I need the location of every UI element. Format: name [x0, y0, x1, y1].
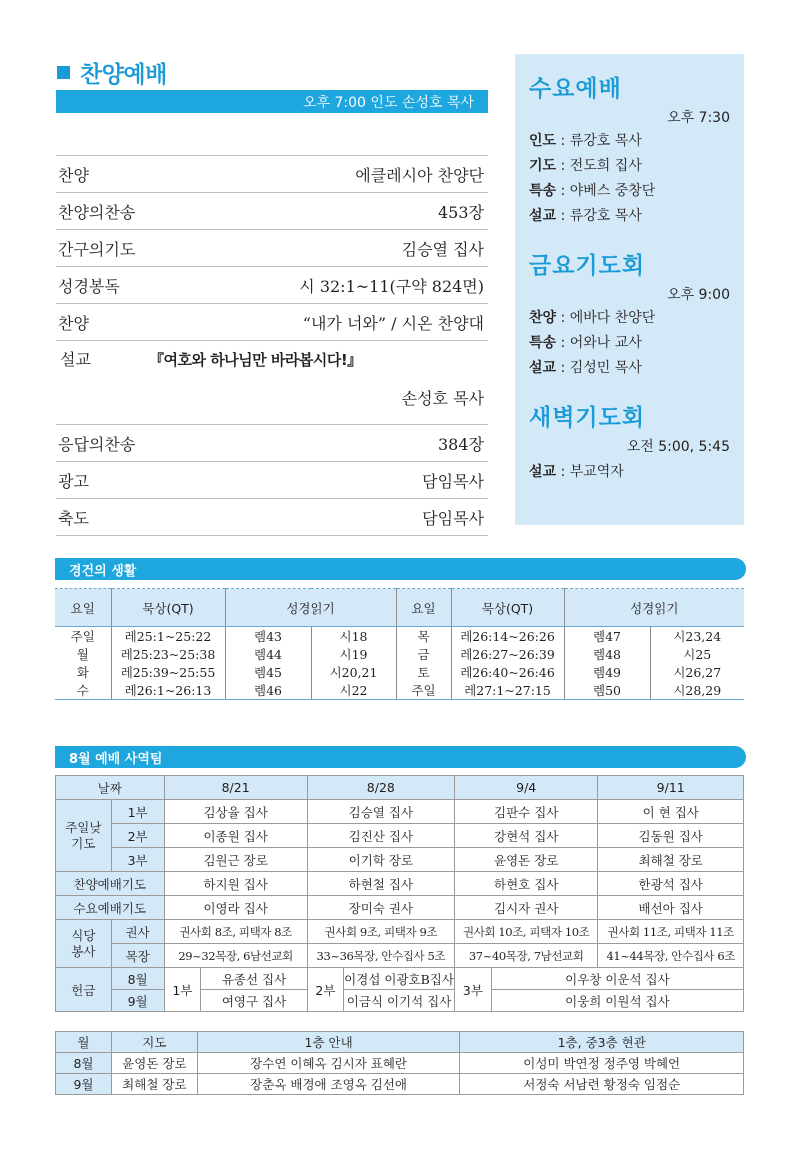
program-row: 찬양 “내가 너와” / 시온 찬양대	[56, 304, 488, 341]
team-table	[55, 775, 744, 1012]
table-row: 2부 이종원 집사 김진산 집사 강현석 집사 김동원 집사	[56, 824, 744, 848]
table-row: 목장 29~32목장, 6남선교회 33~36목장, 안수집사 5조 37~40목장, 7남선교회 41~44목장, 안수집사 6조	[56, 944, 744, 968]
fri-time: 오후 9:00	[667, 287, 730, 303]
wed-line: 기도 : 전도희 집사	[529, 158, 642, 174]
table-row: 주일낮 기도 1부 김상율 집사 김승열 집사 김판수 집사 이 현 집사	[56, 800, 744, 824]
program-row: 광고 담임목사	[56, 462, 488, 499]
sermon-title: 『여호와 하나님만 바라봅시다!』	[149, 351, 362, 369]
team-date-row: 날짜 8/21 8/28 9/4 9/11	[56, 776, 744, 800]
table-row: 주일 레25:1~25:22 렘43 시18 목 레26:14~26:26 렘47 시23,24	[55, 627, 744, 646]
fri-title: 금요기도회	[529, 253, 646, 279]
wed-line: 설교 : 류강호 목사	[529, 208, 642, 224]
table-row: 9월 최해철 장로 장춘옥 배경애 조영옥 김선애 서정숙 서남련 황정숙 임점순	[56, 1074, 744, 1095]
worship-section-title	[57, 56, 167, 88]
table-row: 9월 여영구 집사 이금식 이기석 집사 이웅희 이원석 집사	[56, 990, 744, 1012]
table-row: 헌금 8월 1부 유종선 집사 2부 이경섭 이광호B집사 3부 이우창 이운석 집사	[56, 968, 744, 990]
wed-title: 수요예배	[529, 76, 622, 102]
program-row: 성경봉독 시 32:1~11(구약 824면)	[56, 267, 488, 304]
program-row: 축도 담임목사	[56, 499, 488, 536]
square-bullet-icon	[57, 66, 70, 79]
program-row: 간구의기도 김승열 집사	[56, 230, 488, 267]
dawn-line: 설교 : 부교역자	[529, 464, 624, 480]
program-row: 찬양 에클레시아 찬양단	[56, 156, 488, 193]
program-row: 응답의찬송 384장	[56, 425, 488, 462]
devotion-table	[55, 588, 744, 700]
wed-time: 오후 7:30	[667, 110, 730, 126]
fri-line: 설교 : 김성민 목사	[529, 360, 642, 376]
guide-header-row: 월 지도 1층 안내 1층, 중3층 현관	[56, 1032, 744, 1053]
fri-line: 특송 : 어와나 교사	[529, 335, 642, 351]
table-row: 3부 김원근 장로 이기학 장로 윤영돈 장로 최해철 장로	[56, 848, 744, 872]
dawn-time: 오전 5:00, 5:45	[626, 439, 730, 455]
table-row: 수요예배기도 이영라 집사 장미숙 권사 김시자 권사 배선아 집사	[56, 896, 744, 920]
table-row: 화 레25:39~25:55 렘45 시20,21 토 레26:40~26:46 렘49 시26,27	[55, 663, 744, 681]
worship-program	[56, 155, 488, 536]
fri-line: 찬양 : 에바다 찬양단	[529, 310, 656, 326]
sermon-row: 설교 『여호와 하나님만 바라봅시다!』 손성호 목사	[56, 341, 488, 425]
worship-time-bar: 오후 7:00 인도 손성호 목사	[56, 90, 488, 113]
table-row: 찬양예배기도 하지원 집사 하현철 집사 하현호 집사 한광석 집사	[56, 872, 744, 896]
wed-line: 특송 : 야베스 중창단	[529, 183, 656, 199]
sermon-preacher: 손성호 목사	[401, 389, 484, 408]
table-row: 8월 윤영돈 장로 장수연 이혜옥 김시자 표혜란 이성미 박연정 정주영 박혜언	[56, 1053, 744, 1074]
dawn-title: 새벽기도회	[529, 405, 646, 431]
devotion-header-bar: 경건의 생활	[55, 558, 746, 580]
wed-line: 인도 : 류강호 목사	[529, 133, 642, 149]
devotion-header-row: 요일 묵상(QT) 성경읽기 요일 묵상(QT) 성경읽기	[55, 589, 744, 627]
table-row: 월 레25:23~25:38 렘44 시19 금 레26:27~26:39 렘48 시25	[55, 645, 744, 663]
guide-table	[55, 1031, 744, 1095]
table-row: 식당 봉사 권사 권사회 8조, 피택자 8조 권사회 9조, 피택자 9조 권사회 10조, 피택자 10조 권사회 11조, 피택자 11조	[56, 920, 744, 944]
worship-title: 찬양예배	[80, 61, 167, 88]
team-header-bar: 8월 예배 사역팀	[55, 746, 746, 768]
table-row: 수 레26:1~26:13 렘46 시22 주일 레27:1~27:15 렘50 시28,29	[55, 681, 744, 700]
weekday-services-box	[515, 54, 744, 525]
program-row: 찬양의찬송 453장	[56, 193, 488, 230]
